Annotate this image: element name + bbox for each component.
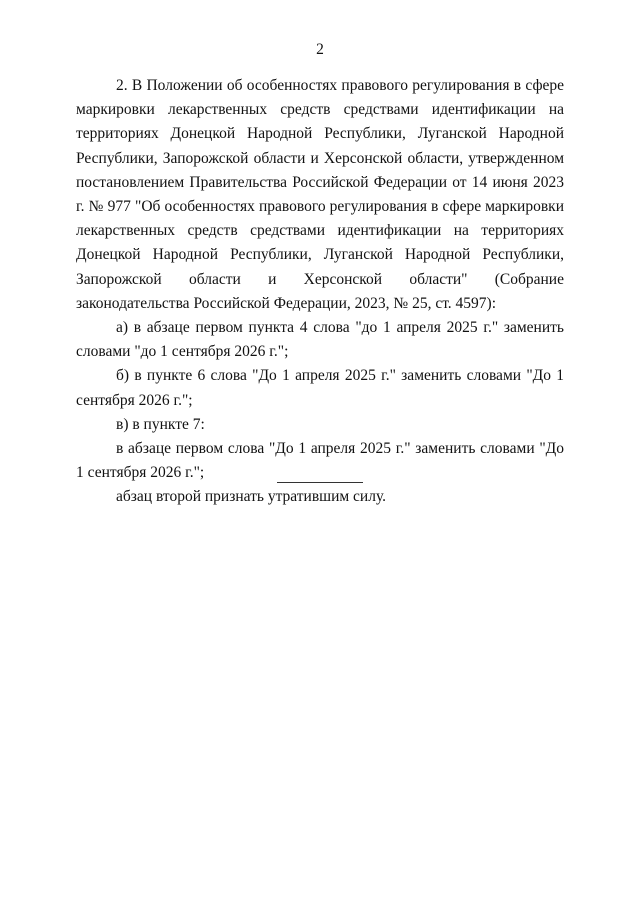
paragraph-item-v: в) в пункте 7: bbox=[116, 415, 205, 433]
document-body bbox=[76, 74, 564, 510]
paragraph-item-v-first: в абзаце первом слова "До 1 апреля 2025 г." заменить словами "До 1 сентября 2026 г."; bbox=[76, 440, 564, 482]
paragraph-item-v-second: абзац второй признать утратившим силу. bbox=[116, 488, 387, 506]
paragraph-amendment-intro: 2. В Положении об особенностях правового регулирования в сфере маркировки лекарственных средств средствами идентификации на территориях Донецкой Народной Республики, Луганской Народной Республики, Запорожской области и Херсонской области, утвержденном постановлением Правительства Российской Федерации от 14 июня 2023 г. № 977 "Об особенностях правового регулирования в сфере маркировки лекарственных средств средствами идентификации на территориях Донецкой Народной Республики, Луганской Народной Республики, Запорожской области и Херсонской области" (Собрание законодательства Российской Федерации, 2023, № 25, ст. 4597): bbox=[76, 77, 564, 312]
end-separator-line bbox=[277, 482, 363, 483]
paragraph-item-a: а) в абзаце первом пункта 4 слова "до 1 апреля 2025 г." заменить словами "до 1 сентября 2026 г."; bbox=[76, 319, 564, 361]
paragraph-item-b: б) в пункте 6 слова "До 1 апреля 2025 г." заменить словами "До 1 сентября 2026 г."; bbox=[76, 367, 564, 409]
page-number: 2 bbox=[316, 41, 324, 58]
